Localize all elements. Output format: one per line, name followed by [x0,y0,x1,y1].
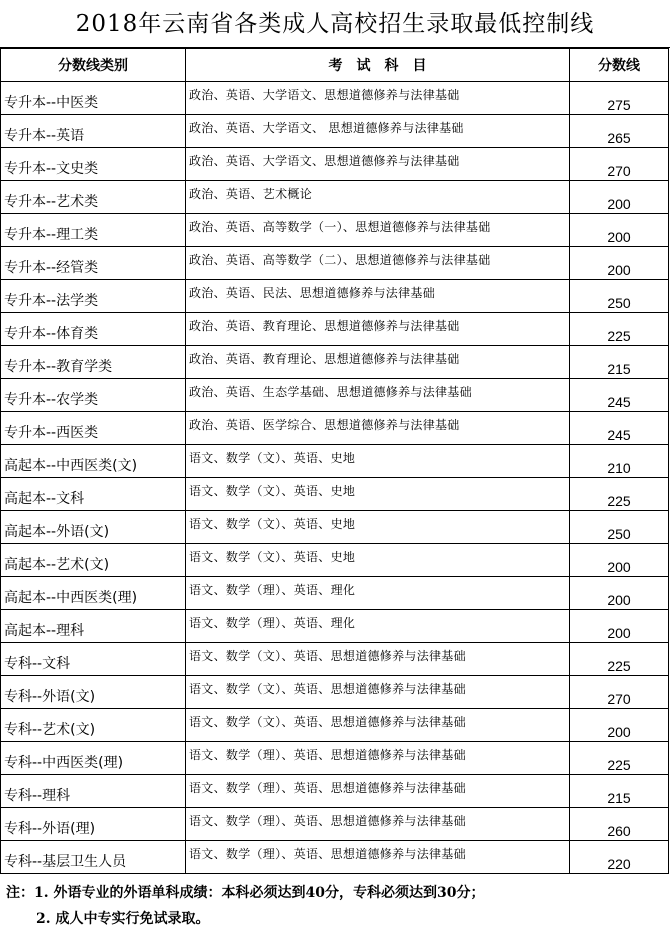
score-cell: 215 [570,775,669,808]
category-cell: 专科--基层卫生人员 [1,841,186,874]
score-cell: 245 [570,412,669,445]
score-cell: 200 [570,709,669,742]
score-cell: 200 [570,214,669,247]
table-row [1,214,669,247]
table-row [1,412,669,445]
category-cell: 专科--文科 [1,643,186,676]
score-cell: 210 [570,445,669,478]
table-row [1,511,669,544]
score-cell: 265 [570,115,669,148]
table-row [1,577,669,610]
category-cell: 专科--艺术(文) [1,709,186,742]
header-subjects: 考 试 科 目 [186,49,570,82]
score-cell: 200 [570,181,669,214]
subjects-cell: 语文、数学（理）、英语、思想道德修养与法律基础 [186,742,570,775]
score-cell: 200 [570,577,669,610]
header-score: 分数线 [570,49,669,82]
score-cell: 220 [570,841,669,874]
header-category: 分数线类别 [1,49,186,82]
subjects-cell: 政治、英语、艺术概论 [186,181,570,214]
category-cell: 专科--外语(文) [1,676,186,709]
subjects-cell: 语文、数学（理）、英语、思想道德修养与法律基础 [186,775,570,808]
score-cell: 250 [570,511,669,544]
table-body [1,82,669,874]
subjects-cell: 政治、英语、民法、思想道德修养与法律基础 [186,280,570,313]
note-line-1: 注：1. 外语专业的外语单科成绩：本科必须达到40分，专科必须达到30分； [6,885,485,901]
table-row [1,808,669,841]
table-row [1,676,669,709]
subjects-cell: 语文、数学（理）、英语、思想道德修养与法律基础 [186,841,570,874]
table-row [1,181,669,214]
table-row [1,709,669,742]
category-cell: 高起本--中西医类(文) [1,445,186,478]
subjects-cell: 语文、数学（文）、英语、史地 [186,478,570,511]
category-cell: 专科--理科 [1,775,186,808]
category-cell: 专升本--体育类 [1,313,186,346]
table-header-row [1,49,669,82]
note-line-2: 2. 成人中专实行免试录取。 [36,911,210,927]
score-cell: 225 [570,742,669,775]
category-cell: 高起本--理科 [1,610,186,643]
category-cell: 专升本--艺术类 [1,181,186,214]
category-cell: 专升本--理工类 [1,214,186,247]
table-row [1,544,669,577]
table-row [1,643,669,676]
category-cell: 专升本--经管类 [1,247,186,280]
score-cell: 225 [570,313,669,346]
subjects-cell: 语文、数学（文）、英语、史地 [186,445,570,478]
score-cell: 225 [570,478,669,511]
category-cell: 高起本--艺术(文) [1,544,186,577]
score-cell: 215 [570,346,669,379]
table-row [1,841,669,874]
subjects-cell: 语文、数学（理）、英语、思想道德修养与法律基础 [186,808,570,841]
score-table [0,48,669,874]
score-cell: 200 [570,247,669,280]
category-cell: 专升本--西医类 [1,412,186,445]
subjects-cell: 政治、英语、大学语文、思想道德修养与法律基础 [186,82,570,115]
subjects-cell: 语文、数学（理）、英语、理化 [186,610,570,643]
subjects-cell: 语文、数学（文）、英语、思想道德修养与法律基础 [186,676,570,709]
score-cell: 275 [570,82,669,115]
category-cell: 专科--中西医类(理) [1,742,186,775]
score-cell: 250 [570,280,669,313]
table-row [1,313,669,346]
table-row [1,379,669,412]
subjects-cell: 政治、英语、高等数学（二）、思想道德修养与法律基础 [186,247,570,280]
subjects-cell: 语文、数学（文）、英语、史地 [186,511,570,544]
subjects-cell: 语文、数学（文）、英语、思想道德修养与法律基础 [186,709,570,742]
subjects-cell: 政治、英语、生态学基础、思想道德修养与法律基础 [186,379,570,412]
score-cell: 225 [570,643,669,676]
subjects-cell: 语文、数学（文）、英语、史地 [186,544,570,577]
subjects-cell: 政治、英语、大学语文、 思想道德修养与法律基础 [186,115,570,148]
table-row [1,115,669,148]
subjects-cell: 语文、数学（文）、英语、思想道德修养与法律基础 [186,643,570,676]
category-cell: 高起本--外语(文) [1,511,186,544]
table-row [1,346,669,379]
category-cell: 专升本--农学类 [1,379,186,412]
table-row [1,148,669,181]
notes [6,880,666,932]
table-row [1,610,669,643]
table-row [1,742,669,775]
subjects-cell: 政治、英语、大学语文、思想道德修养与法律基础 [186,148,570,181]
category-cell: 专升本--文史类 [1,148,186,181]
subjects-cell: 语文、数学（理）、英语、理化 [186,577,570,610]
category-cell: 专升本--教育学类 [1,346,186,379]
score-cell: 260 [570,808,669,841]
table-row [1,280,669,313]
category-cell: 专升本--法学类 [1,280,186,313]
category-cell: 专升本--中医类 [1,82,186,115]
score-cell: 200 [570,610,669,643]
score-cell: 200 [570,544,669,577]
category-cell: 专科--外语(理) [1,808,186,841]
category-cell: 高起本--文科 [1,478,186,511]
table-row [1,247,669,280]
subjects-cell: 政治、英语、医学综合、思想道德修养与法律基础 [186,412,570,445]
score-cell: 270 [570,676,669,709]
page-title: 2018年云南省各类成人高校招生录取最低控制线 [0,0,670,48]
table-row [1,445,669,478]
category-cell: 专升本--英语 [1,115,186,148]
score-cell: 270 [570,148,669,181]
subjects-cell: 政治、英语、教育理论、思想道德修养与法律基础 [186,313,570,346]
score-cell: 245 [570,379,669,412]
subjects-cell: 政治、英语、教育理论、思想道德修养与法律基础 [186,346,570,379]
table-row [1,775,669,808]
subjects-cell: 政治、英语、高等数学（一）、思想道德修养与法律基础 [186,214,570,247]
category-cell: 高起本--中西医类(理) [1,577,186,610]
table-row [1,82,669,115]
table-row [1,478,669,511]
